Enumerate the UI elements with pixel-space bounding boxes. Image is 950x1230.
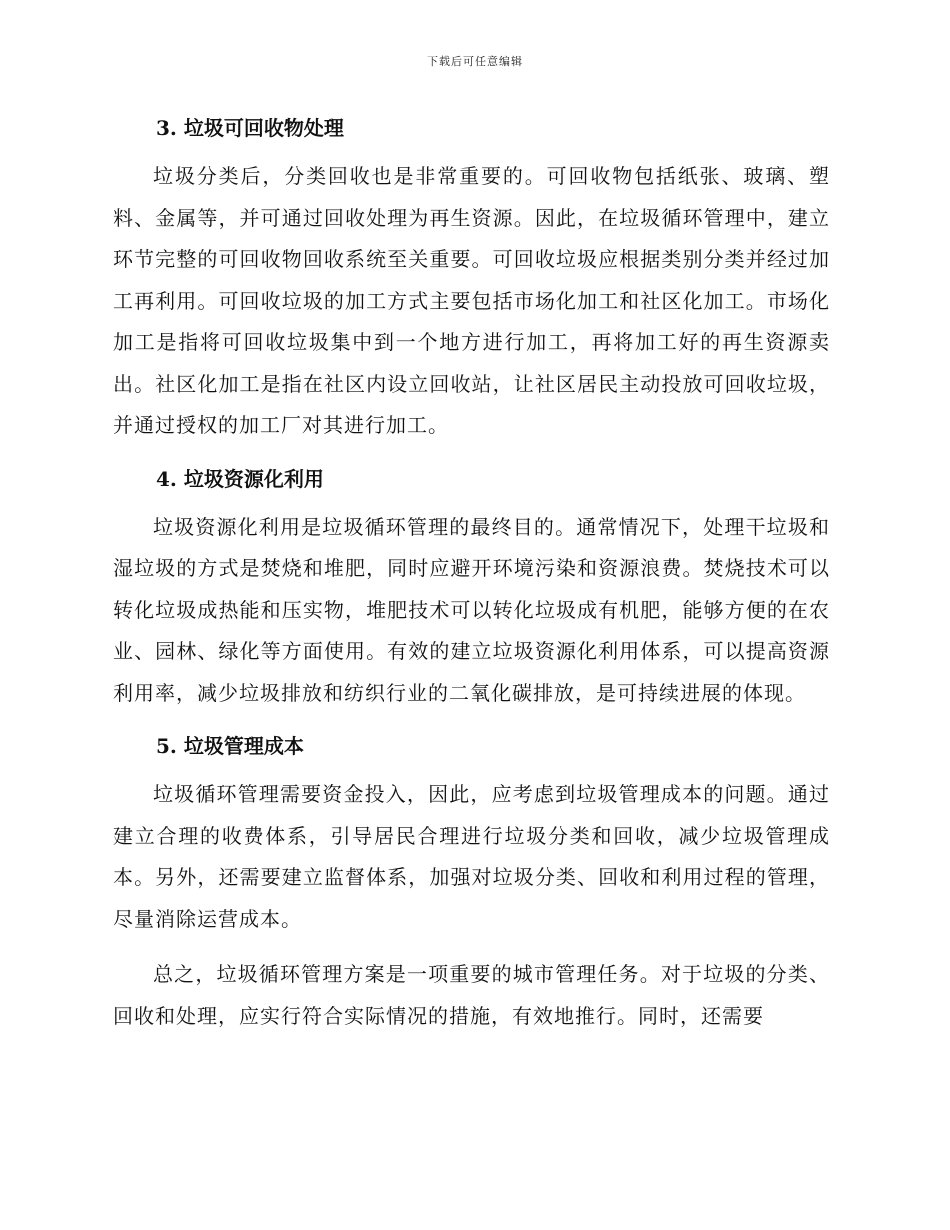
- section-heading: 4. 垃圾资源化利用: [156, 466, 324, 491]
- section-heading: 3. 垃圾可回收物处理: [156, 116, 344, 140]
- section-paragraph: 垃圾资源化利用是垃圾循环管理的最终目的。通常情况下，处理干垃圾和湿垃圾的方式是焚烧和堆肥，同时应避开环境污染和资源浪费。焚烧技术可以转化垃圾成热能和压实物，堆肥技术可以转化垃圾成有机肥，能够方便的在农业、园林、绿化等方面使用。有效的建立垃圾资源化利用体系，可以提高资源利用率，减少垃圾排放和纺织行业的二氧化碳排放，是可持续进展的体现。: [113, 514, 830, 705]
- section-3: [113, 110, 830, 461]
- section-paragraph: 垃圾循环管理需要资金投入，因此，应考虑到垃圾管理成本的问题。通过建立合理的收费体系，引导居民合理进行垃圾分类和回收，减少垃圾管理成本。另外，还需要建立监督体系，加强对垃圾分类、回收和利用过程的管理，尽量消除运营成本。: [113, 782, 830, 931]
- conclusion-paragraph: 总之，垃圾循环管理方案是一项重要的城市管理任务。对于垃圾的分类、回收和处理，应实行符合实际情况的措施，有效地推行。同时，还需要: [113, 962, 830, 1028]
- document-body: [113, 110, 830, 1037]
- section-paragraph: 垃圾分类后，分类回收也是非常重要的。可回收物包括纸张、玻璃、塑料、金属等，并可通过回收处理为再生资源。因此，在垃圾循环管理中，建立环节完整的可回收物回收系统至关重要。可回收垃圾应根据类别分类并经过加工再利用。可回收垃圾的加工方式主要包括市场化加工和社区化加工。市场化加工是指将可回收垃圾集中到一个地方进行加工，再将加工好的再生资源卖出。社区化加工是指在社区内设立回收站，让社区居民主动投放可回收垃圾，并通过授权的加工厂对其进行加工。: [113, 164, 830, 437]
- section-5: [113, 728, 830, 954]
- section-heading: 5. 垃圾管理成本: [156, 734, 304, 758]
- page-header: 下载后可任意编辑: [427, 55, 523, 68]
- section-4: [113, 461, 830, 729]
